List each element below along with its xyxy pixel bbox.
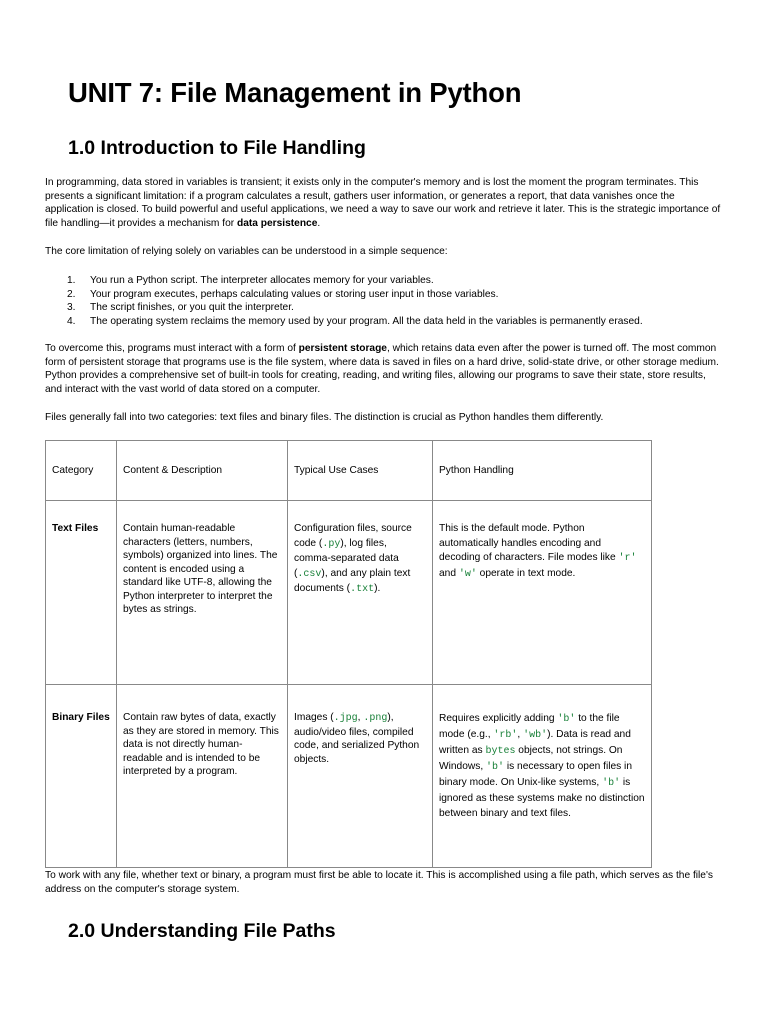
cell-python-handling [433, 685, 652, 868]
table-row-text-files [46, 501, 652, 685]
cell-python-handling [433, 501, 652, 685]
code-snippet: .png [363, 713, 388, 724]
code-snippet: 'wb' [523, 730, 548, 741]
code-snippet: .csv [297, 568, 322, 580]
limitation-paragraph: The core limitation of relying solely on variables can be understood in a simple sequence: [45, 246, 448, 257]
intro-text-end: . [317, 217, 321, 229]
list-text: Your program executes, perhaps calculating values or storing user input in those variables. [90, 288, 499, 300]
cell-text: is ignored as these systems make no distinction between binary and text files. [439, 777, 645, 819]
header-content: Content & Description [117, 441, 288, 501]
list-text: The operating system reclaims the memory used by your program. All the data held in the variables is permanently erased. [90, 315, 643, 327]
list-number: 4. [67, 315, 76, 327]
cell-text: and [439, 567, 459, 579]
table-row-binary-files [46, 685, 652, 868]
cell-text: ). [374, 583, 381, 594]
cell-text: This is the default mode. Python automatically handles encoding and decoding of characters. File modes like [439, 523, 619, 563]
cell-text: , [517, 729, 524, 740]
storage-text: To overcome this, programs must interact with a form of [45, 343, 299, 354]
cell-text: objects, not strings. On Windows, [439, 745, 623, 772]
list-text: You run a Python script. The interpreter allocates memory for your variables. [90, 275, 434, 286]
cell-content: Contain human-readable characters (letters, numbers, symbols) organized into lines. The content is encoded using a standard like UTF-8, allowing the Python interpreter to interpret the bytes as strings. [117, 501, 288, 685]
cell-text: operate in text mode. [476, 567, 576, 579]
header-category: Category [46, 441, 117, 501]
cell-text: Images ( [294, 712, 334, 723]
list-item [45, 301, 725, 315]
header-use-cases: Typical Use Cases [288, 441, 433, 501]
cell-text: is necessary to open files in binary mode. On Unix-like systems, [439, 761, 632, 788]
table-header-row [46, 441, 652, 501]
code-snippet: 'r' [618, 553, 637, 564]
cell-text: ), audio/video files, compiled code, and serialized Python objects. [294, 712, 420, 765]
code-snippet: 'b' [557, 714, 576, 725]
code-snippet: .py [322, 538, 341, 550]
cell-text: to the file mode (e.g., [439, 713, 620, 740]
cell-use-cases [288, 501, 433, 685]
section-1-heading: 1.0 Introduction to File Handling [68, 137, 366, 159]
code-snippet: 'w' [458, 568, 477, 580]
section-2-heading: 2.0 Understanding File Paths [68, 920, 336, 942]
cell-text: ), and any plain text documents ( [294, 567, 411, 594]
cell-text: Configuration files, source code ( [294, 523, 412, 549]
cell-text: , [357, 712, 364, 723]
file-path-paragraph: To work with any file, whether text or binary, a program must first be able to locate it. This is accomplished using a file path, which serves as the file's address on the computer's storage system. [45, 870, 714, 895]
cell-category [46, 501, 117, 685]
cell-use-cases [288, 685, 433, 868]
list-number: 3. [67, 302, 76, 313]
storage-text-rest: , which retains data even after the power is turned off. The most common form of persistent storage that programs use is the file system, where data is saved in files on a hard drive, solid-state drive, or other storage medium. Python provides a comprehensive set of built-in tools for creating, reading, and writing files, allowing our programs to save their state, store results, and interact with the vast world of data stored on a computer. [45, 343, 719, 395]
persistent-storage-paragraph [45, 342, 725, 396]
categories-paragraph: Files generally fall into two categories: text files and binary files. The distinction is crucial as Python handles them differently. [45, 412, 604, 423]
cell-text: Requires explicitly adding [439, 713, 558, 724]
category-label: Text Files [52, 523, 99, 534]
unit-title: UNIT 7: File Management in Python [68, 77, 522, 108]
list-item [45, 274, 725, 288]
category-label: Binary Files [52, 712, 110, 723]
intro-text: In programming, data stored in variables is transient; it exists only in the computer's memory and is lost the moment the program terminates. This presents a significant limitation: if a program calculates a result, gathers user information, or generates a report, that data vanishes once the application is closed. To build powerful and useful applications, we need a way to save our work and retrieve it later. This is the strategic importance of file handling—it provides a mechanism for [45, 177, 721, 229]
steps-list [45, 274, 725, 328]
persistent-storage-term: persistent storage [298, 343, 387, 354]
list-item [45, 315, 725, 329]
cell-text: ). Data is read and written as [439, 729, 631, 756]
list-number: 1. [67, 275, 76, 286]
code-snippet: 'rb' [493, 730, 518, 741]
file-categories-table [45, 440, 652, 868]
intro-paragraph [45, 176, 725, 230]
code-snippet: .txt [350, 584, 375, 595]
code-snippet: .jpg [333, 713, 358, 724]
cell-content: Contain raw bytes of data, exactly as they are stored in memory. This data is not directly human-readable and is intended to be interpreted by a program. [117, 685, 288, 868]
list-item [45, 288, 725, 302]
cell-text: ), log files, comma-separated data ( [294, 537, 399, 579]
code-snippet: 'b' [486, 762, 505, 773]
list-text: The script finishes, or you quit the interpreter. [90, 302, 294, 313]
code-snippet: bytes [485, 746, 516, 757]
data-persistence-term: data persistence [236, 217, 318, 229]
cell-category [46, 685, 117, 868]
code-snippet: 'b' [602, 778, 621, 789]
list-number: 2. [67, 288, 76, 300]
header-python-handling: Python Handling [433, 441, 652, 501]
